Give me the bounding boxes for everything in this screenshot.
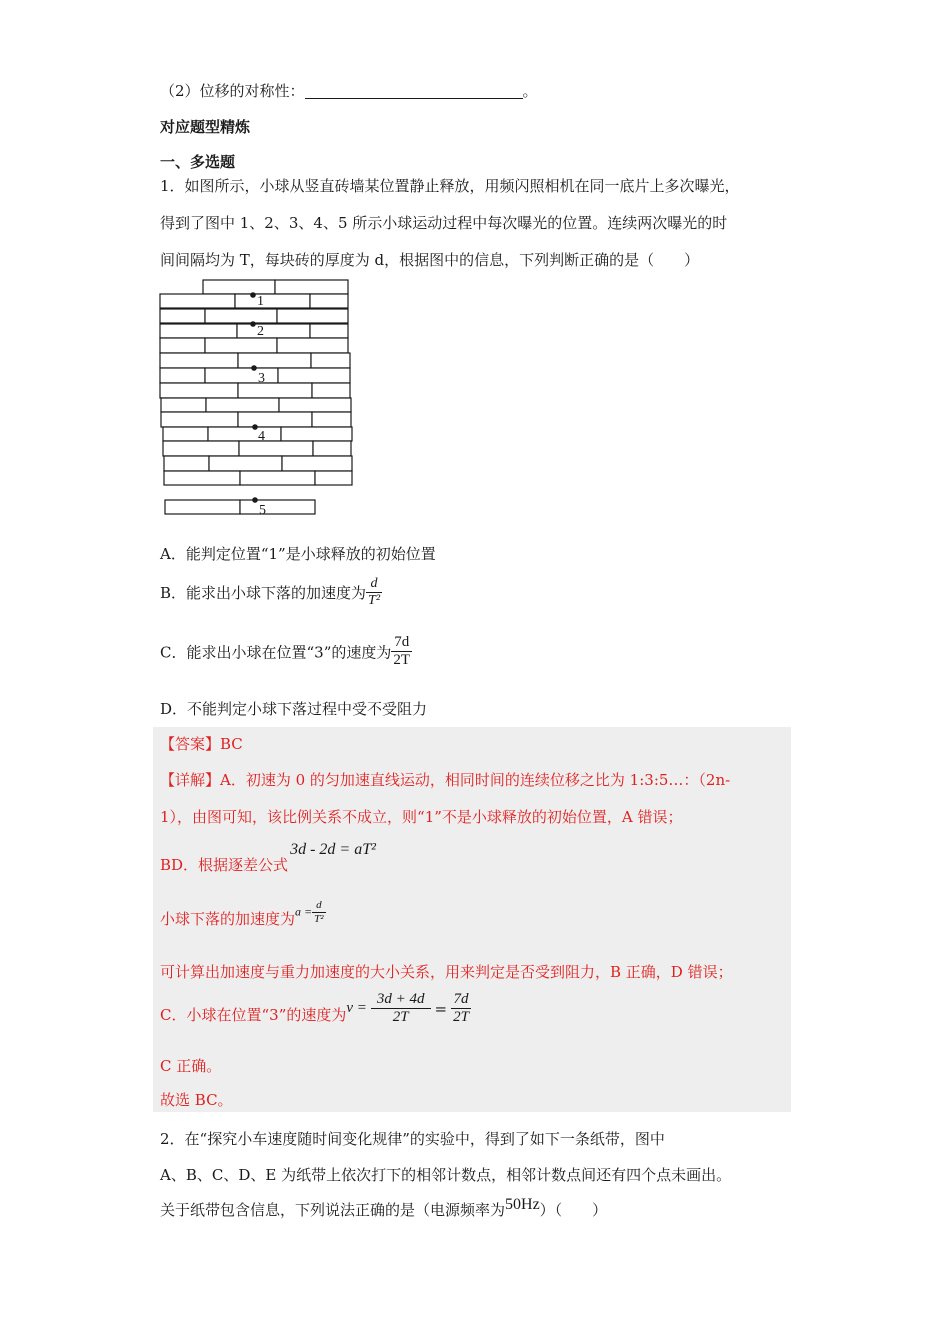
section-title: 对应题型精炼	[160, 118, 251, 136]
fill-in-blank[interactable]	[305, 98, 523, 99]
frequency-value: 50Hz	[505, 1196, 540, 1213]
option-d[interactable]: D．不能判定小球下落过程中受不受阻力	[160, 700, 428, 718]
option-c-fraction: $\frac{7d}{2T}$	[393, 634, 411, 669]
label-3: 3	[258, 371, 265, 386]
detail-line8: 故选 BC。	[160, 1091, 233, 1109]
detail-line7: C 正确。	[160, 1057, 222, 1075]
symmetry-item-label: （2）位移的对称性：	[160, 82, 305, 100]
detail-line6: C．小球在位置“3”的速度为v = $\frac{3d + 4d}{2T}$ = $\frac{7d}{2T}$	[160, 991, 469, 1026]
symmetry-item-suffix: 。	[522, 82, 538, 100]
detail-line3: BD．根据逐差公式3d - 2d = aT²	[160, 841, 376, 874]
answer-tag: 【答案】BC	[160, 735, 243, 753]
option-b-text: B．能求出小球下落的加速度为	[160, 584, 367, 603]
label-2: 2	[257, 324, 264, 339]
detail-line1: 【详解】A．初速为 0 的匀加速直线运动，相同时间的连续位移之比为 1:3:5…：（2n-	[160, 771, 731, 789]
brick-wall-figure	[155, 275, 360, 520]
option-c-text: C．能求出小球在位置“3”的速度为	[160, 643, 392, 662]
q2-text-line1: 2．在“探究小车速度随时间变化规律”的实验中，得到了如下一条纸带，图中	[160, 1130, 665, 1148]
label-5: 5	[259, 503, 266, 518]
detail-line5: 可计算出加速度与重力加速度的大小关系，用来判定是否受到阻力，B 正确，D 错误；	[160, 963, 733, 981]
symmetry-item	[160, 80, 538, 101]
formula-acceleration: $\frac{d}{\text{T²}}$	[314, 899, 324, 925]
option-a[interactable]: A．能判定位置“1”是小球释放的初始位置	[160, 545, 436, 563]
option-b[interactable]	[160, 576, 382, 609]
ball-position-1	[250, 292, 256, 298]
ball-position-2	[250, 321, 256, 327]
formula-velocity-b: $\frac{7d}{2T}$	[453, 991, 469, 1026]
label-4: 4	[258, 429, 265, 444]
label-1: 1	[257, 294, 264, 309]
subsection-title: 一、多选题	[160, 153, 236, 171]
q1-text-line3: 间间隔均为 T，每块砖的厚度为 d，根据图中的信息，下列判断正确的是（ ）	[160, 251, 700, 269]
ball-position-3	[251, 365, 257, 371]
q2-text-line3: 关于纸带包含信息，下列说法正确的是（电源频率为50Hz）（ ）	[160, 1196, 608, 1219]
option-c[interactable]	[160, 634, 412, 670]
formula-velocity-a: $\frac{3d + 4d}{2T}$	[371, 991, 431, 1027]
q1-text-line2: 得到了图中 1、2、3、4、5 所示小球运动过程中每次曝光的位置。连续两次曝光的时	[160, 214, 728, 232]
q1-text-line1: 1．如图所示，小球从竖直砖墙某位置静止释放，用频闪照相机在同一底片上多次曝光，	[160, 177, 740, 195]
formula-difference: 3d - 2d = aT²	[290, 841, 376, 858]
q2-text-line2: A、B、C、D、E 为纸带上依次打下的相邻计数点，相邻计数点间还有四个点未画出。	[160, 1166, 732, 1184]
detail-line2: 1），由图可知，该比例关系不成立，则“1”不是小球释放的初始位置，A 错误；	[160, 808, 683, 826]
ball-position-4	[252, 424, 258, 430]
detail-line4: 小球下落的加速度为a = $\frac{d}{\text{T²}}$	[160, 899, 324, 928]
ball-position-5	[252, 497, 258, 503]
option-b-fraction: $\frac{d}{\text{T²}}$	[368, 576, 381, 609]
